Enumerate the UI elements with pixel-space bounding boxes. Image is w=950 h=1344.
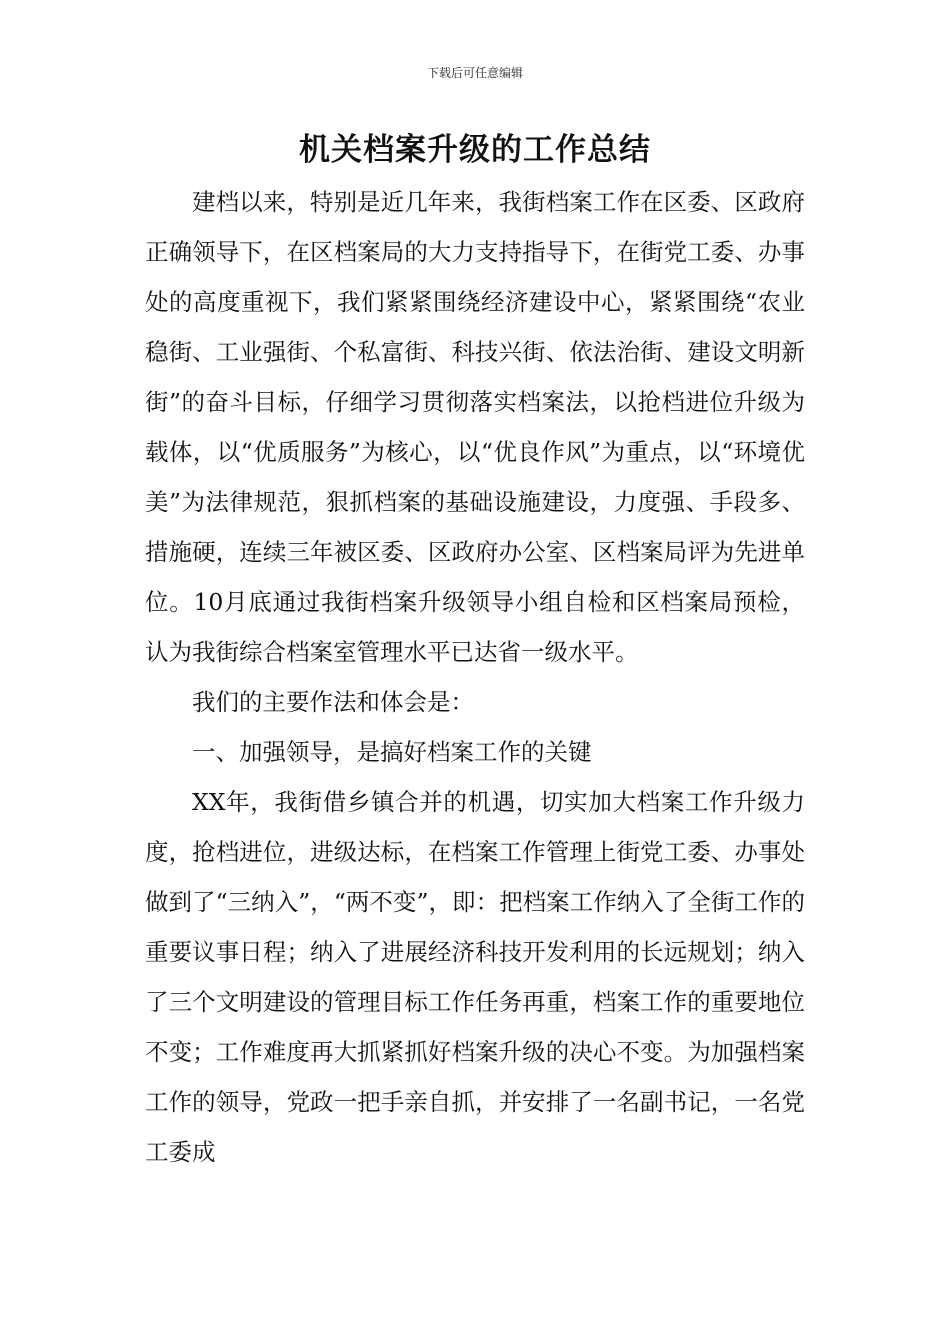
document-title: 机关档案升级的工作总结	[299, 132, 651, 168]
paragraph-section-1: XX年，我街借乡镇合并的机遇，切实加大档案工作升级力度，抢档进位，进级达标，在档案工作管理上街党工委、办事处做到了“三纳入”，“两不变”，即：把档案工作纳入了全街工作的重要议事日程；纳入了进展经济科技开发利用的长远规划；纳入了三个文明建设的管理目标工作任务再重，档案工作的重要地位不变；工作难度再大抓紧抓好档案升级的决心不变。为加强档案工作的领导，党政一把手亲自抓，并安排了一名副书记，一名党工委成	[145, 788, 805, 1166]
document-body	[145, 177, 805, 1177]
paragraph-methods-lead: 我们的主要作法和体会是：	[192, 688, 474, 716]
section-heading-1: 一、加强领导，是搞好档案工作的关键	[192, 738, 592, 766]
page-header-note: 下载后可任意编辑	[426, 66, 523, 80]
paragraph-intro: 建档以来，特别是近几年来，我街档案工作在区委、区政府正确领导下，在区档案局的大力支持指导下，在街党工委、办事处的高度重视下，我们紧紧围绕经济建设中心，紧紧围绕“农业稳街、工业强街、个私富街、科技兴街、依法治街、建设文明新街”的奋斗目标，仔细学习贯彻落实档案法，以抢档进位升级为载体，以“优质服务”为核心，以“优良作风”为重点，以“环境优美”为法律规范，狠抓档案的基础设施建设，力度强、手段多、措施硬，连续三年被区委、区政府办公室、区档案局评为先进单位。10月底通过我街档案升级领导小组自检和区档案局预检，认为我街综合档案室管理水平已达省一级水平。	[145, 188, 805, 666]
